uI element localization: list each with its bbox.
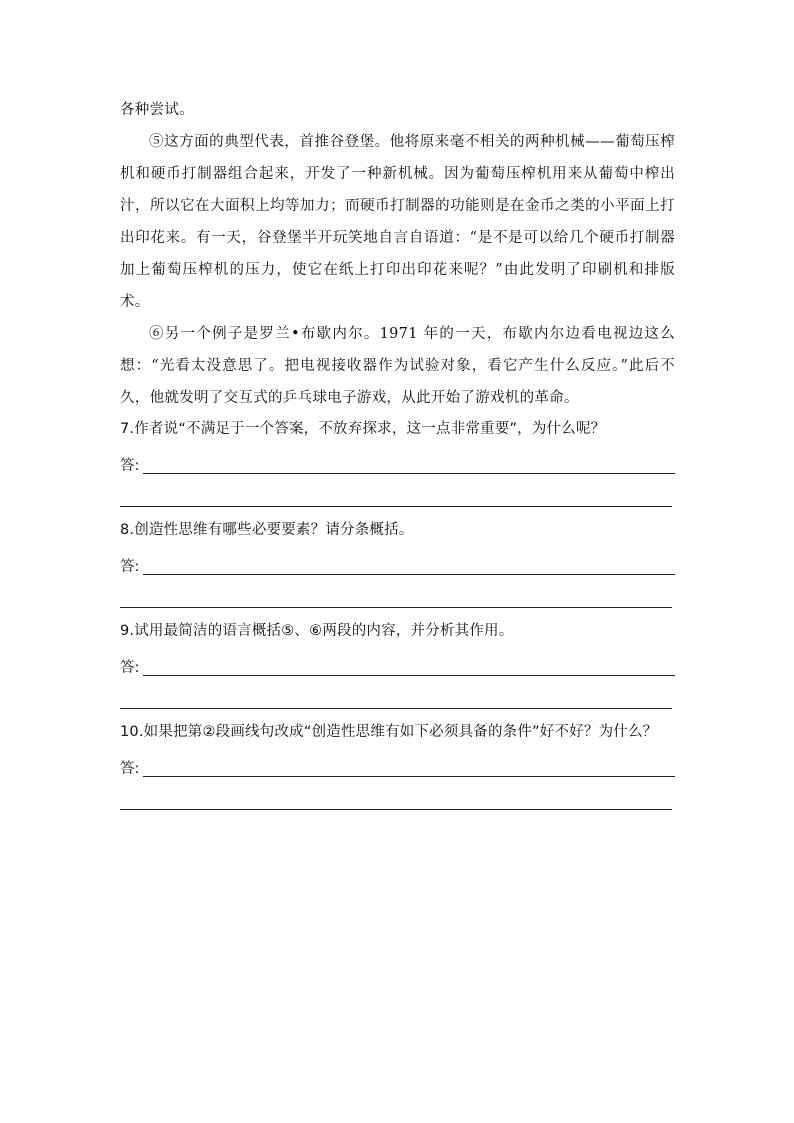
question-10 (120, 717, 675, 810)
question-7 (120, 414, 675, 507)
passage-paragraph-5: ⑤这方面的典型代表，首推谷登堡。他将原来毫不相关的两种机械——葡萄压榨机和硬币打制器组合起来，开发了一种新机械。因为葡萄压榨机用来从葡萄中榨出汁，所以它在大面积上均等加力；而硬币打制器的功能则是在金币之类的小平面上打出印花来。有一天，谷登堡半开玩笑地自言自语道：“是不是可以给几个硬币打制器加上葡萄压榨机的压力，使它在纸上打印出印花来呢？”由此发明了印刷机和排版术。 (120, 134, 675, 310)
answer-row-9 (120, 647, 675, 678)
answer-line-7-b[interactable] (120, 476, 672, 507)
answer-row-10 (120, 748, 675, 779)
question-10-text: 10.如果把第②段画线句改成“创造性思维有如下必须具备的条件”好不好？为什么？ (120, 724, 658, 740)
answer-label: 答: (120, 761, 140, 777)
answer-label: 答: (120, 458, 140, 474)
answer-line-8-b[interactable] (120, 577, 672, 608)
answer-line-10-a[interactable] (143, 768, 675, 777)
worksheet-page (120, 94, 675, 810)
answer-line-8-a[interactable] (143, 566, 675, 575)
question-8 (120, 515, 675, 608)
answer-line-10-b[interactable] (120, 779, 672, 810)
answer-line-9-b[interactable] (120, 678, 672, 709)
question-8-text: 8.创造性思维有哪些必要要素？请分条概括。 (120, 522, 414, 538)
answer-label: 答: (120, 559, 140, 575)
question-9-text: 9.试用最简洁的语言概括⑤、⑥两段的内容，并分析其作用。 (120, 623, 514, 639)
question-7-text: 7.作者说“不满足于一个答案，不放弃探求，这一点非常重要”，为什么呢？ (120, 421, 606, 437)
answer-line-7-a[interactable] (143, 465, 675, 474)
answer-row-7 (120, 445, 675, 476)
answer-label: 答: (120, 660, 140, 676)
answer-row-8 (120, 546, 675, 577)
answer-line-9-a[interactable] (143, 667, 675, 676)
passage-paragraph-continued: 各种尝试。 (120, 102, 194, 118)
passage-paragraph-6: ⑥另一个例子是罗兰•布歇内尔。1971 年的一天，布歇内尔边看电视边这么想：“光看太没意思了。把电视接收器作为试验对象，看它产生什么反应。”此后不久，他就发明了交互式的乒乓球电子游戏，从此开始了游戏机的革命。 (120, 326, 675, 406)
question-9 (120, 616, 675, 709)
